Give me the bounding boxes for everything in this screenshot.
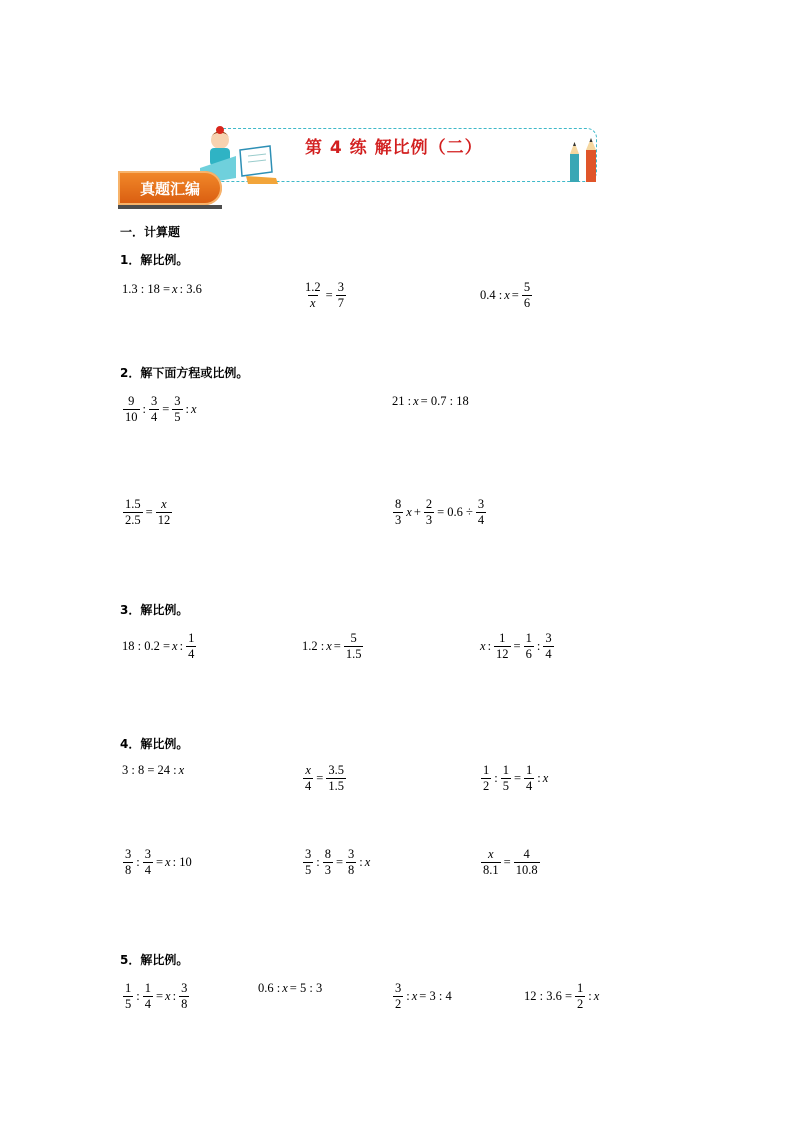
fraction: $\frac{1}{5}$	[125, 981, 132, 1011]
equation-text: = 0.6 ÷	[437, 505, 473, 519]
equation-text: :	[536, 639, 541, 653]
fraction: $\frac{1}{4}$	[526, 763, 533, 793]
divider	[118, 205, 222, 209]
equation	[121, 394, 198, 425]
section-heading: 一．计算题	[120, 225, 181, 239]
equation	[121, 981, 191, 1012]
equation-text: = 5 : 3	[289, 981, 323, 995]
equation	[479, 631, 556, 662]
equation	[301, 763, 348, 794]
equation-text: +	[413, 505, 421, 519]
equation-text: =	[333, 639, 341, 653]
variable: x	[411, 989, 418, 1003]
equation-text: =	[325, 288, 333, 302]
fraction: $\frac{8}{3}$	[395, 497, 402, 527]
equation	[301, 280, 348, 311]
equation	[391, 497, 488, 528]
equation-text: 3 : 8 = 24 :	[122, 763, 177, 777]
equation-text: = 3 : 4	[419, 989, 452, 1003]
equation-text: 12 : 3.6 =	[524, 989, 573, 1003]
fraction: $\frac{3}{4}$	[545, 631, 552, 661]
equation-text: :	[494, 771, 498, 785]
fraction: $\frac{x}{12}$	[157, 497, 171, 527]
fraction: $\frac{1}{6}$	[525, 631, 532, 661]
equation-text: 1.3 : 18 =	[122, 282, 171, 296]
fraction: $\frac{1.2}{x}$	[305, 280, 321, 310]
equation-text: =	[513, 771, 522, 785]
variable: x	[172, 639, 178, 653]
equation-text: =	[316, 771, 324, 785]
equation-text: =	[145, 505, 153, 519]
equation	[121, 497, 174, 528]
fraction: $\frac{1}{2}$	[577, 981, 584, 1011]
equation-text: :	[142, 402, 146, 416]
fraction: $\frac{1}{4}$	[188, 631, 195, 661]
equation	[301, 847, 371, 878]
equation-text: :	[487, 639, 492, 653]
variable: x	[413, 394, 419, 408]
equation	[479, 847, 542, 878]
equation	[257, 981, 323, 996]
fraction: $\frac{1}{5}$	[502, 763, 509, 793]
variable: x	[364, 855, 371, 869]
fraction: $\frac{3}{2}$	[395, 981, 402, 1011]
equation-text: :	[136, 855, 140, 869]
equation-text: = 0.7 : 18	[420, 394, 469, 408]
equation-text: =	[335, 855, 344, 869]
variable: x	[282, 981, 288, 995]
question-3-label: 3．解比例。	[120, 603, 189, 617]
variable: x	[172, 282, 178, 296]
section-tag-label: 真题汇编	[139, 180, 200, 198]
variable: x	[480, 639, 486, 653]
section-tag	[118, 171, 222, 205]
equation-text: :	[172, 989, 177, 1003]
pencils-icon	[562, 138, 606, 184]
fraction: $\frac{8}{3}$	[324, 847, 331, 877]
equation-text: =	[155, 855, 164, 869]
equation	[391, 394, 470, 409]
equation	[301, 631, 365, 662]
equation-text: 0.6 :	[258, 981, 281, 995]
variable: x	[504, 288, 510, 302]
equation-text: : 10	[172, 855, 192, 869]
equation	[121, 282, 203, 297]
equation	[391, 981, 453, 1012]
equation-text: :	[136, 989, 140, 1003]
fraction: $\frac{1}{12}$	[496, 631, 509, 661]
equation	[121, 847, 193, 878]
equation-text: :	[185, 402, 190, 416]
equation-text: :	[588, 989, 592, 1003]
fraction: $\frac{2}{3}$	[425, 497, 433, 527]
equation-text: =	[155, 989, 164, 1003]
worksheet-title: 第 4 练 解比例（二）	[305, 138, 483, 158]
equation-text: =	[162, 402, 170, 416]
equation	[479, 280, 534, 311]
equation-text: =	[513, 639, 521, 653]
fraction: $\frac{3}{5}$	[305, 847, 312, 877]
equation-text: :	[316, 855, 320, 869]
equation-text: :	[406, 989, 410, 1003]
variable: x	[593, 989, 600, 1003]
variable: x	[191, 402, 197, 416]
fraction: $\frac{3}{4}$	[144, 847, 151, 877]
equation	[523, 981, 600, 1012]
equation-text: :	[359, 855, 363, 869]
question-4-label: 4．解比例。	[120, 737, 189, 751]
equation-text: 1.2 :	[302, 639, 325, 653]
question-1-label: 1．解比例。	[120, 253, 189, 267]
variable: x	[178, 763, 185, 777]
question-5-label: 5．解比例。	[120, 953, 189, 967]
fraction: $\frac{1}{4}$	[144, 981, 151, 1011]
fraction: $\frac{5}{1.5}$	[345, 631, 362, 661]
fraction: $\frac{3.5}{1.5}$	[328, 763, 344, 793]
fraction: $\frac{4}{10.8}$	[515, 847, 538, 877]
fraction: $\frac{3}{8}$	[348, 847, 355, 877]
fraction: $\frac{3}{5}$	[174, 394, 181, 424]
equation	[121, 763, 185, 778]
fraction: $\frac{x}{8.1}$	[483, 847, 499, 877]
fraction: $\frac{5}{6}$	[523, 280, 531, 310]
question-2-label: 2．解下面方程或比例。	[120, 366, 249, 380]
equation	[479, 763, 549, 794]
fraction: $\frac{3}{8}$	[125, 847, 132, 877]
equation-text: =	[503, 855, 511, 869]
equation	[121, 631, 198, 662]
equation-text: =	[511, 288, 519, 302]
variable: x	[406, 505, 412, 519]
fraction: $\frac{1.5}{2.5}$	[125, 497, 141, 527]
equation-text: :	[179, 639, 184, 653]
fraction: $\frac{3}{4}$	[477, 497, 485, 527]
equation-text: 21 :	[392, 394, 412, 408]
fraction: $\frac{1}{2}$	[483, 763, 490, 793]
variable: x	[326, 639, 332, 653]
equation-text: 18 : 0.2 =	[122, 639, 171, 653]
variable: x	[542, 771, 549, 785]
variable: x	[165, 855, 171, 869]
equation-text: :	[537, 771, 541, 785]
equation-text: 0.4 :	[480, 288, 503, 302]
variable: x	[165, 989, 171, 1003]
equation-text: : 3.6	[179, 282, 202, 296]
fraction: $\frac{x}{4}$	[305, 763, 312, 793]
fraction: $\frac{3}{4}$	[150, 394, 158, 424]
fraction: $\frac{3}{8}$	[181, 981, 188, 1011]
fraction: $\frac{3}{7}$	[337, 280, 344, 310]
fraction: $\frac{9}{10}$	[125, 394, 138, 424]
